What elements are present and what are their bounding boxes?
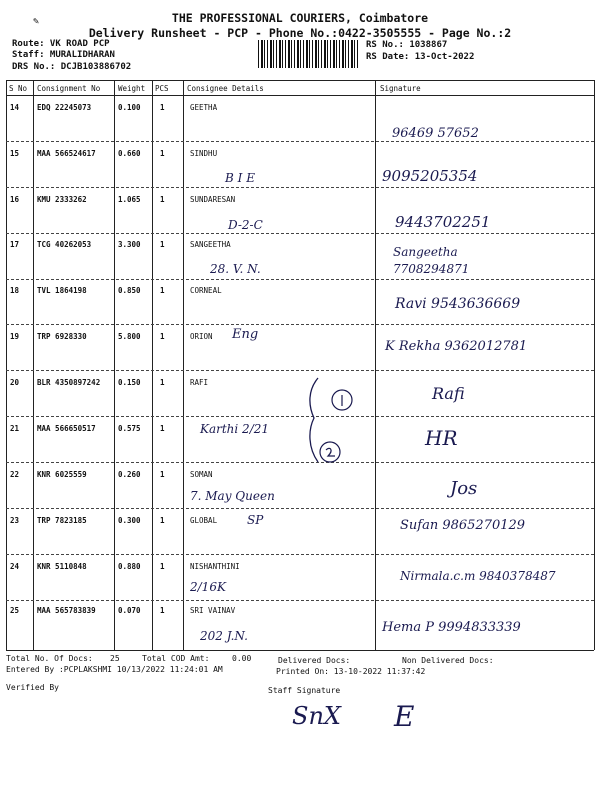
barcode	[258, 40, 358, 68]
row-pcs: 1	[160, 606, 165, 615]
row-weight: 0.880	[118, 562, 141, 571]
row-pcs: 1	[160, 240, 165, 249]
delivered-docs-label: Delivered Docs:	[278, 656, 351, 665]
row-sno: 23	[10, 516, 20, 525]
staff-signature-mark: SnX	[292, 702, 341, 730]
row-separator	[6, 187, 594, 188]
row-weight: 0.070	[118, 606, 141, 615]
table-bottom-rule	[6, 650, 594, 651]
row-sno: 15	[10, 149, 20, 158]
column-rule	[375, 80, 376, 650]
row-consignee-name: RAFI	[190, 378, 209, 387]
row-consignee-note: B I E	[225, 171, 255, 185]
row-weight: 0.100	[118, 103, 141, 112]
row-consignee-note: Karthi 2/21	[200, 422, 270, 436]
row-consignee-note: D-2-C	[228, 218, 263, 232]
row-consignment: KNR 5110848	[37, 562, 87, 571]
row-separator	[6, 554, 594, 555]
row-sno: 17	[10, 240, 20, 249]
column-rule	[183, 80, 184, 650]
row-consignee-name: SANGEETHA	[190, 240, 231, 249]
row-sno: 14	[10, 103, 20, 112]
column-rule	[594, 80, 595, 650]
row-separator	[6, 141, 594, 142]
row-signature: Jos	[450, 478, 478, 499]
row-signature: Nirmala.c.m 9840378487	[400, 569, 556, 583]
row-sno: 22	[10, 470, 20, 479]
row-weight: 1.065	[118, 195, 141, 204]
cod-label: Total COD Amt:	[142, 654, 210, 663]
row-sno: 19	[10, 332, 20, 341]
row-sno: 24	[10, 562, 20, 571]
rs-number: RS No.: 1038867	[366, 40, 448, 50]
row-consignment: TRP 6928330	[37, 332, 87, 341]
staff-label: Staff: MURALIDHARAN	[12, 50, 115, 60]
row-pcs: 1	[160, 378, 165, 387]
row-consignment: TRP 7823185	[37, 516, 87, 525]
row-weight: 0.850	[118, 286, 141, 295]
runsheet-title: Delivery Runsheet - PCP - Phone No.:0422-3505555 - Page No.:2	[88, 26, 512, 40]
row-pcs: 1	[160, 562, 165, 571]
verified-by: Verified By	[6, 683, 59, 692]
row-signature: HR	[425, 426, 458, 450]
entered-by: Entered By :PCPLAKSHMI 10/13/2022 11:24:01 AM	[6, 665, 223, 674]
row-separator	[6, 324, 594, 325]
row-sno: 25	[10, 606, 20, 615]
row-pcs: 1	[160, 149, 165, 158]
row-pcs: 1	[160, 424, 165, 433]
route-label: Route: VK ROAD PCP	[12, 39, 110, 49]
row-consignment: MAA 566650517	[37, 424, 96, 433]
row-separator	[6, 508, 594, 509]
col-header-consignment: Consignment No	[37, 84, 101, 93]
row-consignee-note: Eng	[232, 327, 259, 342]
row-consignment: TCG 40262053	[37, 240, 92, 249]
row-consignee-name: SOMAN	[190, 470, 213, 479]
row-consignee-note: 2/16K	[190, 580, 226, 594]
row-consignee-name: NISHANTHINI	[190, 562, 240, 571]
row-pcs: 1	[160, 470, 165, 479]
row-consignee-name: GEETHA	[190, 103, 218, 112]
col-header-consignee: Consignee Details	[187, 84, 264, 93]
row-consignee-name: CORNEAL	[190, 286, 222, 295]
scribble-bracket	[300, 370, 380, 470]
row-pcs: 1	[160, 516, 165, 525]
row-weight: 3.300	[118, 240, 141, 249]
row-weight: 0.660	[118, 149, 141, 158]
non-delivered-docs-label: Non Delivered Docs:	[402, 656, 494, 665]
row-consignment: KNR 6025559	[37, 470, 87, 479]
row-separator	[6, 233, 594, 234]
row-consignment: TVL 1864198	[37, 286, 87, 295]
row-consignment: MAA 565783839	[37, 606, 96, 615]
row-weight: 0.300	[118, 516, 141, 525]
row-consignee-note: 7. May Queen	[190, 489, 275, 503]
column-rule	[152, 80, 153, 650]
total-docs-value: 25	[110, 654, 120, 663]
row-consignee-name: SRI VAINAV	[190, 606, 236, 615]
col-header-sno: S No	[9, 84, 28, 93]
row-weight: 0.150	[118, 378, 141, 387]
row-sno: 18	[10, 286, 20, 295]
row-pcs: 1	[160, 103, 165, 112]
row-pcs: 1	[160, 332, 165, 341]
row-signature: Rafi	[432, 384, 465, 403]
drs-number: DRS No.: DCJB103886702	[12, 62, 132, 72]
row-signature: Sufan 9865270129	[400, 518, 526, 533]
row-signature: Ravi 9543636669	[395, 296, 521, 312]
column-rule	[6, 80, 7, 650]
row-consignee-name: GLOBAL	[190, 516, 218, 525]
row-consignee-note: SP	[247, 513, 264, 527]
row-weight: 0.260	[118, 470, 141, 479]
row-signature: Hema P 9994833339	[382, 620, 521, 635]
col-header-weight: Weight	[118, 84, 146, 93]
staff-signature-mark: E	[394, 700, 415, 733]
row-consignment: MAA 566524617	[37, 149, 96, 158]
row-weight: 5.800	[118, 332, 141, 341]
row-signature: K Rekha 9362012781	[385, 339, 528, 354]
row-sno: 20	[10, 378, 20, 387]
cod-amount: 0.00	[232, 654, 252, 663]
table-top-rule	[6, 80, 594, 81]
row-pcs: 1	[160, 195, 165, 204]
row-weight: 0.575	[118, 424, 141, 433]
row-sno: 21	[10, 424, 20, 433]
row-consignment: KMU 2333262	[37, 195, 87, 204]
column-rule	[33, 80, 34, 650]
company-title: THE PROFESSIONAL COURIERS, Coimbatore	[171, 11, 429, 25]
row-consignee-name: SUNDARESAN	[190, 195, 236, 204]
staff-signature-label: Staff Signature	[268, 686, 341, 695]
row-consignee-note: 202 J.N.	[200, 629, 248, 643]
col-header-pcs: PCS	[155, 84, 169, 93]
row-signature: 9095205354	[382, 167, 478, 185]
row-consignee-note: 28. V. N.	[210, 262, 261, 276]
row-pcs: 1	[160, 286, 165, 295]
row-consignment: EDQ 22245073	[37, 103, 92, 112]
corner-mark: ✎	[33, 16, 40, 27]
table-header-rule	[6, 95, 594, 96]
row-separator	[6, 279, 594, 280]
row-separator	[6, 600, 594, 601]
row-consignee-name: ORION	[190, 332, 213, 341]
row-signature: Sangeetha 7708294871	[393, 245, 470, 276]
printed-on: Printed On: 13-10-2022 11:37:42	[276, 667, 426, 676]
total-docs-label: Total No. Of Docs:	[6, 654, 93, 663]
row-consignee-name: SINDHU	[190, 149, 218, 158]
row-signature: 9443702251	[395, 213, 491, 231]
column-rule	[114, 80, 115, 650]
row-sno: 16	[10, 195, 20, 204]
row-consignment: BLR 4350897242	[37, 378, 101, 387]
col-header-signature: Signature	[380, 84, 421, 93]
rs-date: RS Date: 13-Oct-2022	[366, 52, 475, 62]
row-signature: 96469 57652	[392, 126, 479, 141]
